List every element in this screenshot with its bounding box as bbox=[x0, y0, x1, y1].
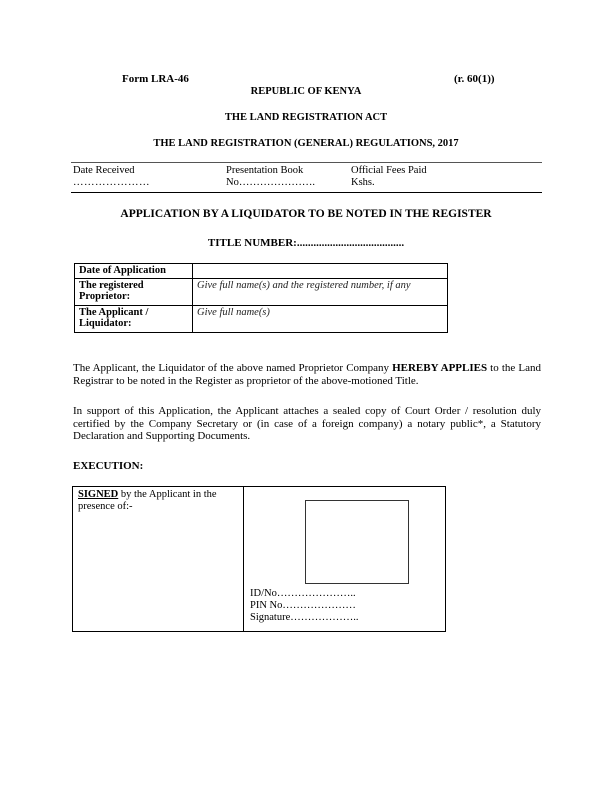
date-received-label: Date Received bbox=[73, 165, 135, 176]
application-statement bbox=[73, 362, 541, 387]
date-of-application-label: Date of Application bbox=[75, 264, 193, 279]
table-row bbox=[75, 278, 448, 305]
applicant-liquidator-field[interactable]: Give full name(s) bbox=[193, 305, 448, 332]
pin-no-field[interactable]: PIN No………………… bbox=[250, 600, 356, 611]
date-of-application-field[interactable] bbox=[193, 264, 448, 279]
execution-column-divider bbox=[243, 487, 244, 631]
date-received-value: ………………… bbox=[73, 177, 150, 188]
applicant-liquidator-label: The Applicant / Liquidator: bbox=[75, 305, 193, 332]
table-row bbox=[75, 305, 448, 332]
id-no-field[interactable]: ID/No………………….. bbox=[250, 588, 356, 599]
rule-reference: (r. 60(1)) bbox=[454, 73, 495, 85]
hereby-applies-text: HEREBY APPLIES bbox=[392, 362, 488, 374]
divider-bottom bbox=[71, 192, 542, 193]
signed-statement bbox=[78, 489, 240, 513]
divider-top bbox=[71, 162, 542, 163]
table-row bbox=[75, 264, 448, 279]
support-statement: In support of this Application, the Applicant attaches a sealed copy of Court Order / resolution duly certified by the Company Secretary or (in case of a foreign company) a notary public*, a Statutory Declaration and Supporting Documents. bbox=[73, 405, 541, 442]
regulations-heading: THE LAND REGISTRATION (GENERAL) REGULATIONS, 2017 bbox=[153, 138, 459, 149]
statement-text: The Applicant, the Liquidator of the above named Proprietor Company bbox=[73, 362, 393, 374]
republic-heading: REPUBLIC OF KENYA bbox=[250, 86, 362, 97]
registered-proprietor-label: The registered Proprietor: bbox=[75, 278, 193, 305]
form-number: Form LRA-46 bbox=[122, 73, 189, 85]
fees-label: Official Fees Paid bbox=[351, 165, 427, 176]
signed-label: SIGNED bbox=[78, 489, 119, 500]
stamp-photo-box bbox=[305, 500, 409, 584]
statement-text-end: to the Land Registrar to be noted in the Register as proprietor of the above-motioned Title. bbox=[73, 362, 541, 387]
form-title: APPLICATION BY A LIQUIDATOR TO BE NOTED IN THE REGISTER bbox=[120, 208, 492, 220]
registered-proprietor-field[interactable]: Give full name(s) and the registered number, if any bbox=[193, 278, 448, 305]
signature-field[interactable]: Signature……………….. bbox=[250, 612, 359, 623]
execution-table bbox=[72, 486, 446, 632]
execution-heading: EXECUTION: bbox=[73, 460, 144, 472]
application-info-table bbox=[74, 263, 448, 333]
act-heading: THE LAND REGISTRATION ACT bbox=[224, 112, 388, 123]
presentation-book-label: Presentation Book bbox=[226, 165, 304, 176]
title-number-field[interactable]: TITLE NUMBER:....................................... bbox=[207, 237, 405, 249]
presentation-book-value: No…………………. bbox=[226, 177, 315, 188]
signed-rest: by the Applicant in the presence of:- bbox=[78, 489, 217, 512]
fees-value: Kshs. bbox=[351, 177, 375, 188]
